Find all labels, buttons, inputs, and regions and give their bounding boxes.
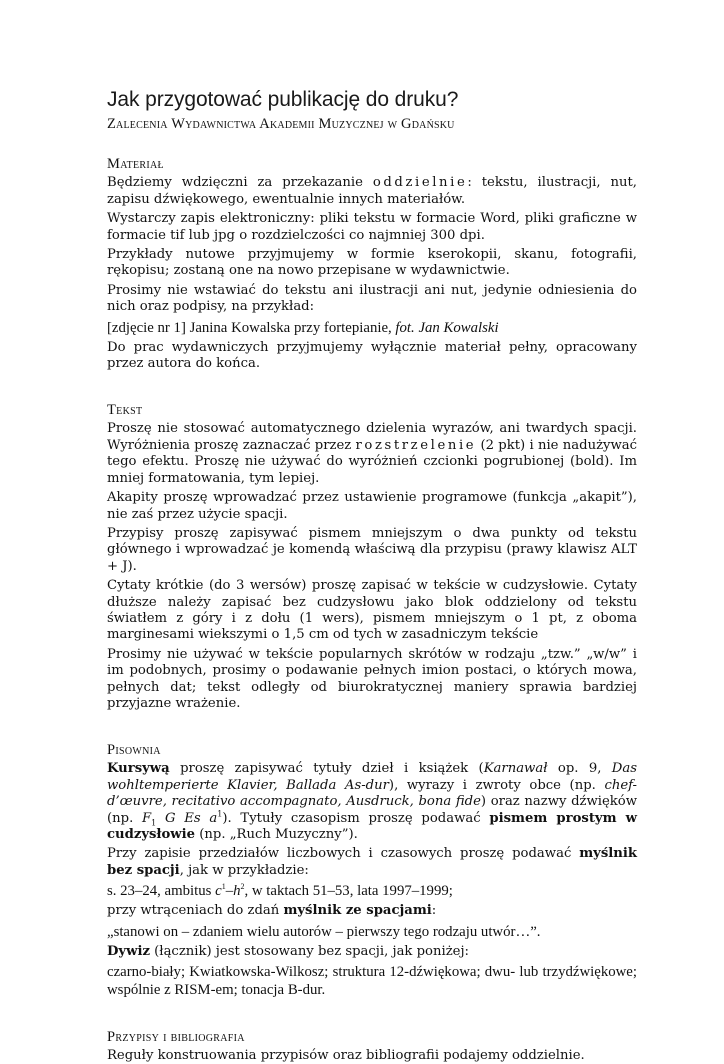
material-paragraph-2: Wystarczy zapis elektroniczny: pliki tekstu w formacie Word, pliki graficzne w formacie tif lub jpg o rozdzielczości co najmniej 300 dpi. [107,211,637,243]
page-subtitle: Zalecenia Wydawnictwa Akademii Muzycznej w Gdańsku [107,116,455,132]
section-heading-tekst: Tekst [107,402,143,419]
example-hyphen: czarno-biały; Kwiatkowska-Wilkosz; struktura 12-dźwiękowa; dwu- lub trzydźwiękowe; wspólnie z RISM-em; tonacja B-dur. [107,964,637,999]
section-material [107,156,637,372]
pisownia-paragraph-4: Dywiz (łącznik) jest stosowany bez spacji, jak poniżej: [107,943,469,959]
spaced-emphasis: rozstrzelenie [355,437,477,453]
tekst-paragraph-5: Prosimy nie używać w tekście popularnych skrótów w rodzaju „tzw.” „w/w” i im podobnych, prosimy o podawanie pełnych imion postaci, o których mowa, pełnych dat; tekst odległy od biurokratycznej maniery sprawia bardziej przyjazne wrażenie. [107,646,637,711]
pisownia-paragraph-1: Kursywą proszę zapisywać tytuły dzieł i książek (Karnawał op. 9, Das wohltemperierte Klavier, Ballada As-dur), wyrazy i zwroty obce (np. chef-d’œuvre, recitativo accompagnato, Ausdruck, bona fide) oraz nazwy dźwięków (np. $F_1$ G Es $a^1$). Tytuły czasopism proszę podawać pismem prostym w cudzysłowie (np. „Ruch Muzyczny”). [107,761,637,842]
section-tekst [107,402,637,712]
section-heading-przypisy: Przypisy i bibliografia [107,1029,245,1046]
tekst-paragraph-1: Proszę nie stosować automatycznego dzielenia wyrazów, ani twardych spacji. Wyróżnienia proszę zaznaczać przez rozstrzelenie (2 pkt) i nie nadużywać tego efektu. Proszę nie używać do wyróżnień czcionki pogrubionej (bold). Im mniej formatowania, tym lepiej. [107,421,637,486]
tekst-paragraph-3: Przypisy proszę zapisywać pismem mniejszym o dwa punkty od tekstu głównego i wprowadzać je komendą właściwą dla przypisu (prawy klawisz ALT + J). [107,525,637,574]
section-pisownia [107,742,637,999]
material-paragraph-1: Będziemy wdzięczni za przekazanie oddzielnie: tekstu, ilustracji, nut, zapisu dźwiękowego, ewentualnie innych materiałów. [107,175,637,207]
pisownia-paragraph-3: przy wtrąceniach do zdań myślnik ze spacjami: [107,903,437,919]
section-przypisy [107,1029,637,1064]
document-page [107,88,637,1064]
material-paragraph-4: Prosimy nie wstawiać do tekstu ani ilustracji ani nut, jedynie odniesienia do nich oraz podpisy, na przykład: [107,282,637,315]
page-title: Jak przygotować publikację do druku? [107,88,459,111]
example-dash: „stanowi on – zdaniem wielu autorów – pierwszy tego rodzaju utwór…”. [107,923,541,940]
section-heading-pisownia: Pisownia [107,742,161,759]
caption-example: [zdjęcie nr 1] Janina Kowalska przy fortepianie, fot. Jan Kowalski [107,319,499,336]
material-paragraph-3: Przykłady nutowe przyjmujemy w formie kserokopii, skanu, fotografii, rękopisu; zostaną one na nowo przepisane w wydawnictwie. [107,247,637,279]
przypisy-paragraph-1: Reguły konstruowania przypisów oraz bibliografii podajemy oddzielnie. [107,1048,585,1064]
spaced-emphasis: oddzielnie [372,175,468,191]
pisownia-paragraph-2: Przy zapisie przedziałów liczbowych i czasowych proszę podawać myślnik bez spacji, jak w przykładzie: [107,846,637,878]
material-paragraph-5: Do prac wydawniczych przyjmujemy wyłącznie materiał pełny, opracowany przez autora do końca. [107,339,637,372]
tekst-paragraph-4: Cytaty krótkie (do 3 wersów) proszę zapisać w tekście w cudzysłowie. Cytaty dłuższe należy zapisać bez cudzysłowu jako blok oddzielony od tekstu światłem z góry i z dołu (1 wers), pismem mniejszym o 1 pt, z oboma marginesami wiekszymi o 1,5 cm od tych w zasadniczym tekście [107,578,637,643]
section-heading-material: Materiał [107,156,164,173]
tekst-paragraph-2: Akapity proszę wprowadzać przez ustawienie programowe (funkcja „akapit”), nie zaś przez użycie spacji. [107,490,637,522]
example-range: s. 23–24, ambitus $c^1-h^2$, w taktach 51–53, lata 1997–1999; [107,882,453,900]
